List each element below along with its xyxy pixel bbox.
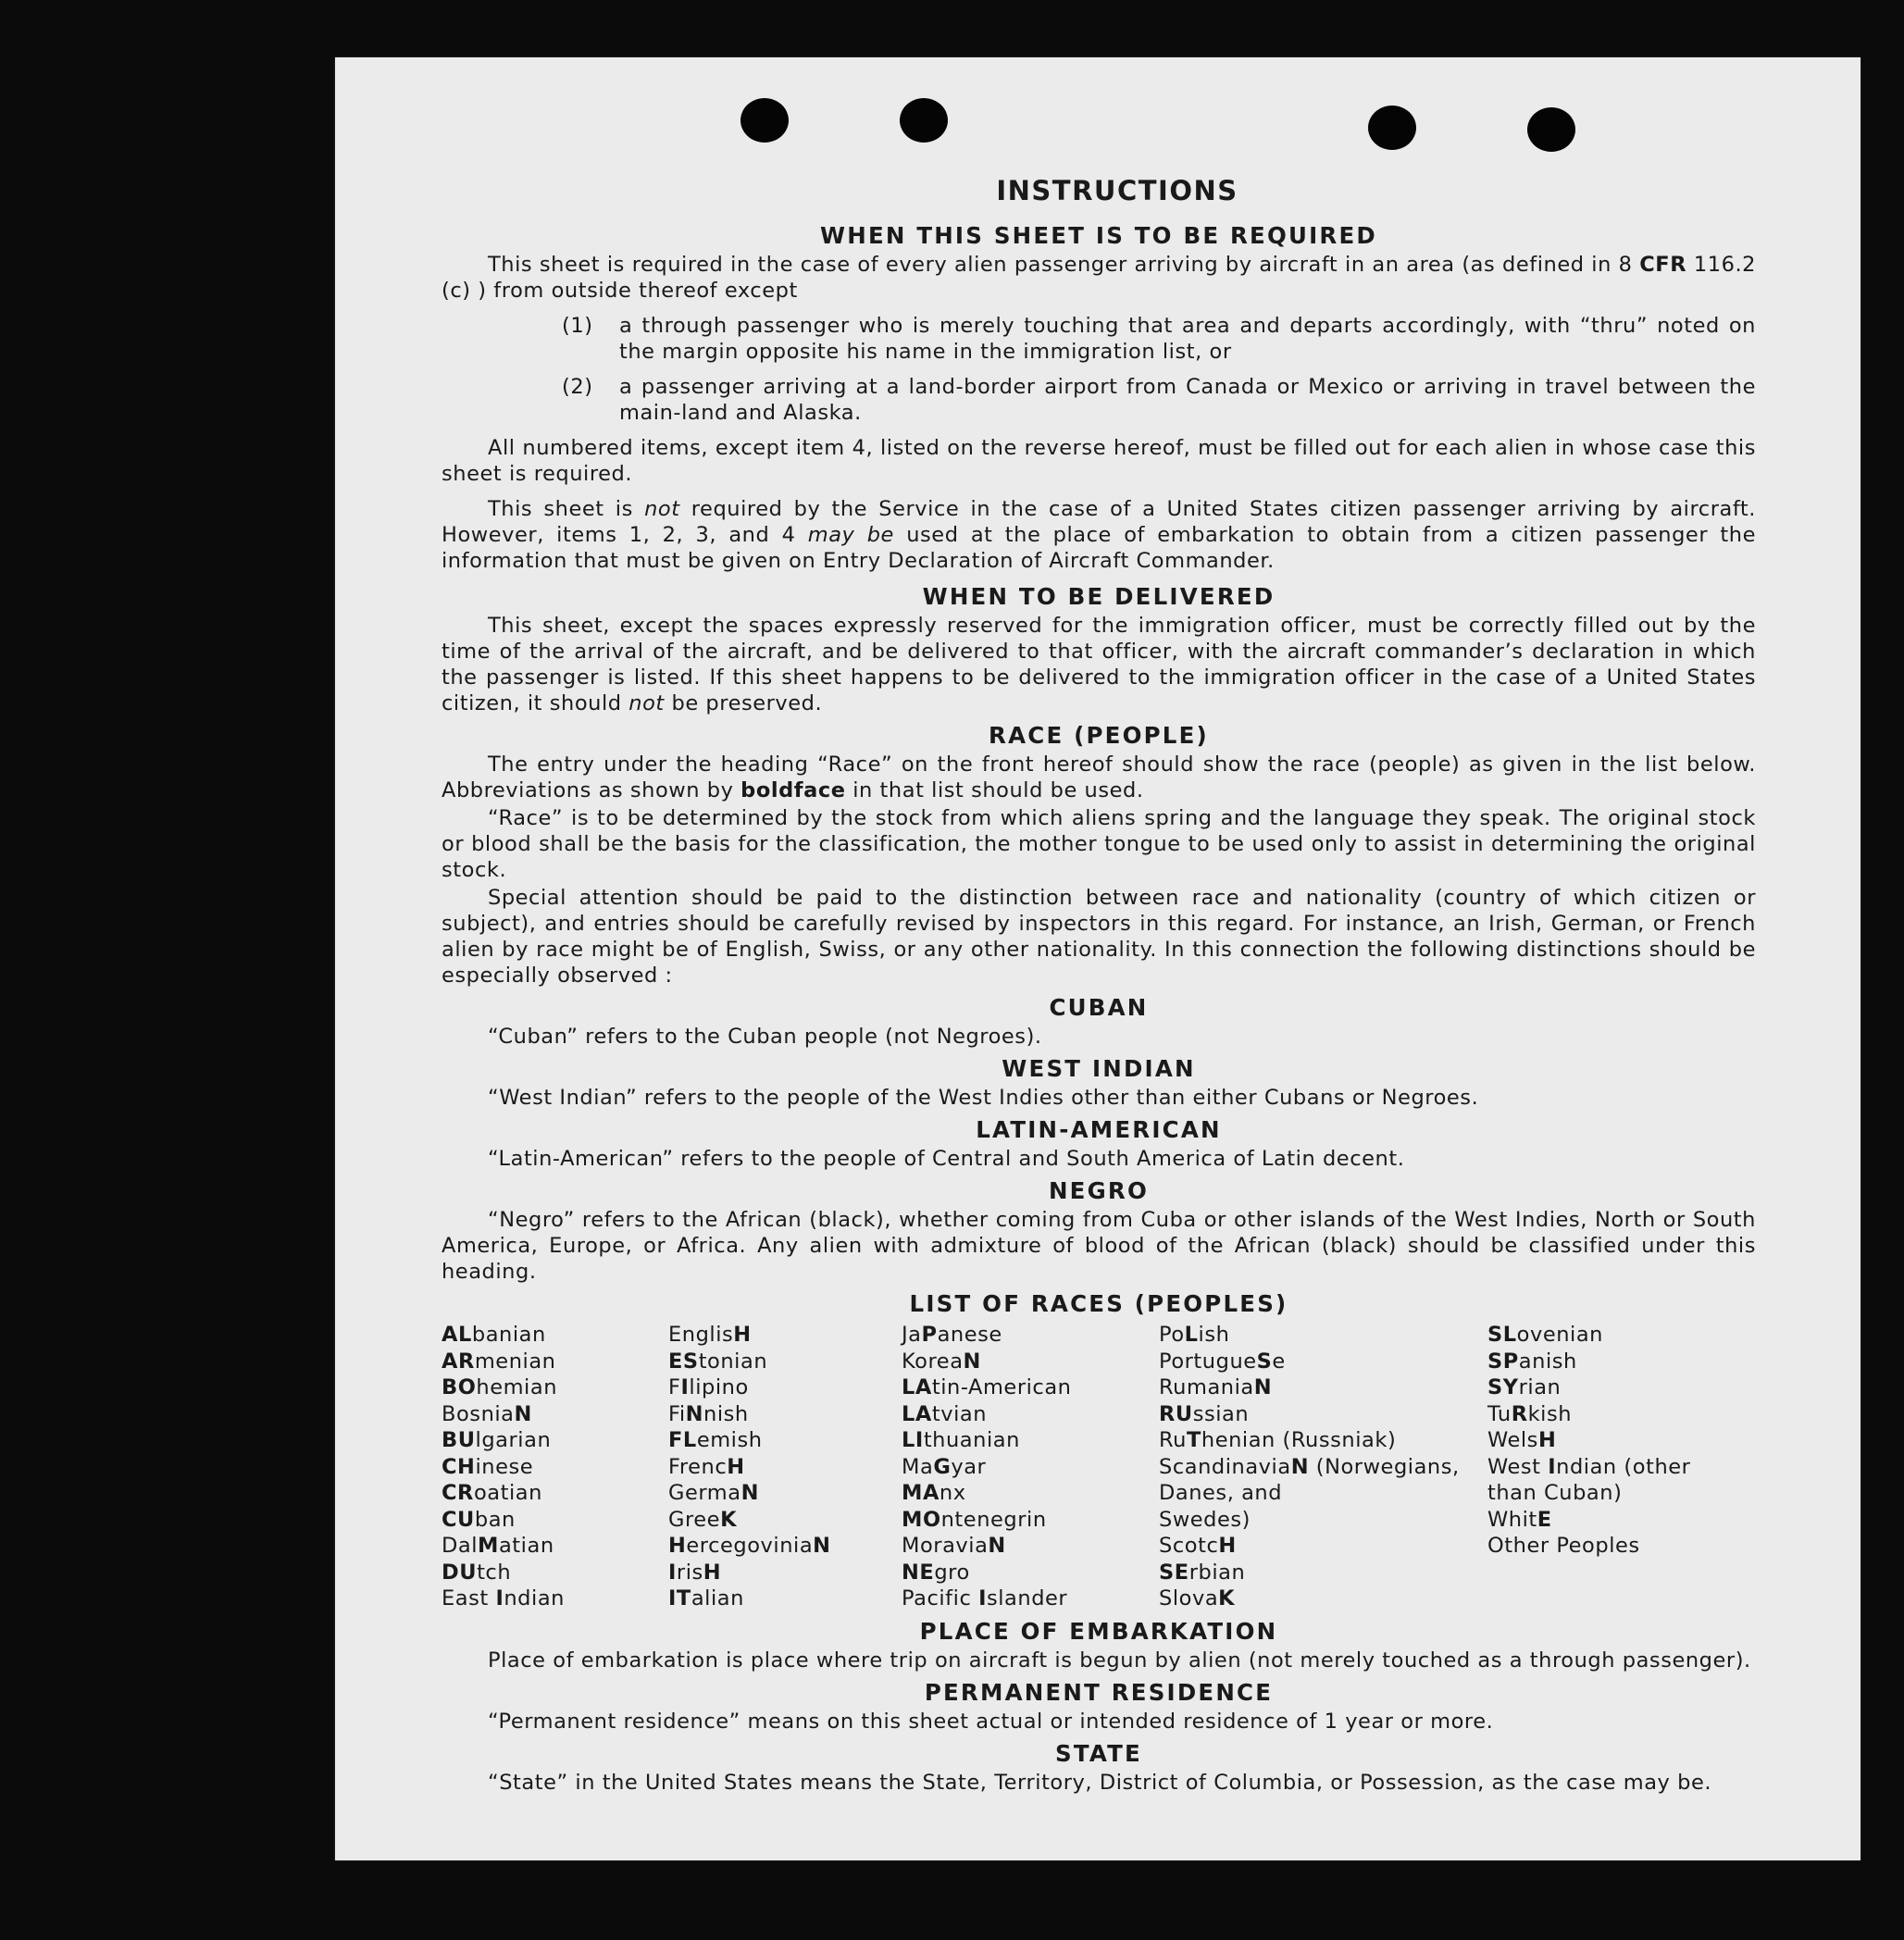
heading-list-of-races: LIST OF RACES (PEOPLES) (909, 1290, 1288, 1317)
race-entry: PortugueSe (1159, 1349, 1286, 1374)
race-entry: LAtin-American (902, 1375, 1072, 1399)
races-column (1487, 1322, 1756, 1612)
citizen-para: This sheet is not required by the Service in the case of a United States citizen passenger arriving by aircraft. However, items 1, 2, 3, and 4 may be used at the place of embarkation to obtain from a citizen passenger the information that must be given on Entry Declaration of Aircraft Commander. (442, 497, 1756, 573)
latin-american-para: “Latin-American” refers to the people of Central and South America of Latin decent. (488, 1147, 1405, 1171)
race-entry: Pacific Islander (902, 1586, 1068, 1610)
race-entry: West Indian (other (1487, 1454, 1691, 1479)
race-entry: MoraviaN (902, 1534, 1006, 1558)
race-para-3: Special attention should be paid to the distinction between race and nationality (country of which citizen or subject), and entries should be carefully revised by inspectors in this regard. For instance, an Irish, German, or French alien by race might be of English, Swiss, or any other nationality. In this connection the following distinctions should be especially observed : (442, 886, 1756, 988)
exception-item (442, 313, 1756, 365)
heading-west-indian: WEST INDIAN (1002, 1055, 1196, 1082)
exception-item (442, 374, 1756, 426)
numbered-items-para: All numbered items, except item 4, listed on the reverse hereof, must be filled out for each alien in whose case this sheet is required. (442, 436, 1756, 486)
required-intro: This sheet is required in the case of every alien passenger arriving by aircraft in an area (as defined in 8 CFR 116.2 (c) ) from outside thereof except (442, 253, 1757, 303)
race-entry: GreeK (668, 1507, 738, 1532)
heading-required: WHEN THIS SHEET IS TO BE REQUIRED (820, 222, 1377, 249)
race-entry: IrisH (668, 1560, 722, 1585)
document-sheet (335, 57, 1860, 1860)
race-entry: FrencH (668, 1454, 745, 1479)
race-entry: ITalian (668, 1586, 744, 1610)
race-entry: RUssian (1159, 1401, 1250, 1426)
race-entry: TuRkish (1487, 1401, 1573, 1426)
negro-para: “Negro” refers to the African (black), whether coming from Cuba or other islands of the West Indies, North or South America, Europe, or Africa. Any alien with admixture of blood of the African (black) should be classified under this heading. (442, 1208, 1756, 1284)
race-entry: than Cuban) (1487, 1481, 1623, 1505)
race-entry: EStonian (668, 1349, 768, 1374)
race-entry: FIlipino (668, 1375, 749, 1399)
race-entry: Other Peoples (1487, 1534, 1640, 1558)
race-entry: SPanish (1487, 1349, 1577, 1374)
race-entry: BosniaN (442, 1401, 532, 1426)
item-number: (1) (562, 314, 593, 338)
race-entry: CUban (442, 1507, 516, 1532)
punch-hole (1368, 106, 1416, 150)
race-entry: SlovaK (1159, 1586, 1236, 1610)
race-entry: JaPanese (902, 1323, 1002, 1347)
race-entry: RuThenian (Russniak) (1159, 1428, 1397, 1452)
delivered-para: This sheet, except the spaces expressly reserved for the immigration officer, must be correctly filled out by the time of the arrival of the aircraft, and be delivered to that officer, with the aircraft commander’s declaration in which the passenger is listed. If this sheet happens to be delivered to the immigration officer in the case of a United States citizen, it should not be preserved. (442, 614, 1756, 715)
race-entry: LIthuanian (902, 1428, 1020, 1452)
race-entry: ALbanian (442, 1323, 546, 1347)
race-entry: EnglisH (668, 1323, 752, 1347)
embarkation-para: Place of embarkation is place where trip on aircraft is begun by alien (not merely touched as a through passenger). (488, 1648, 1751, 1673)
race-entry: CHinese (442, 1454, 534, 1479)
race-entry: PoLish (1159, 1323, 1230, 1347)
race-entry: MAnx (902, 1481, 966, 1505)
heading-race: RACE (PEOPLE) (989, 722, 1209, 749)
race-entry: HercegoviniaN (668, 1534, 831, 1558)
heading-latin-american: LATIN-AMERICAN (976, 1116, 1222, 1143)
heading-embarkation: PLACE OF EMBARKATION (919, 1617, 1278, 1645)
item-text: a passenger arriving at a land-border airport from Canada or Mexico or arriving in travel between the main-land and Alaska. (619, 375, 1756, 425)
item-text: a through passenger who is merely touching that area and departs accordingly, with “thru” noted on the margin opposite his name in the immigration list, or (619, 314, 1756, 364)
cuban-para: “Cuban” refers to the Cuban people (not Negroes). (488, 1025, 1042, 1049)
heading-state: STATE (1055, 1739, 1142, 1767)
race-entry: ARmenian (442, 1349, 556, 1374)
race-entry: East Indian (442, 1586, 565, 1610)
race-entry: NEgro (902, 1560, 970, 1585)
race-entry: WhitE (1487, 1507, 1552, 1532)
race-entry: FiNnish (668, 1401, 749, 1426)
race-para-1: The entry under the heading “Race” on the front hereof should show the race (people) as given in the list below. Abbreviations as shown by boldface in that list should be used. (442, 752, 1756, 802)
race-entry: LAtvian (902, 1401, 988, 1426)
race-entry: RumaniaN (1159, 1375, 1273, 1399)
west-indian-para: “West Indian” refers to the people of the West Indies other than either Cubans or Negroes. (488, 1086, 1479, 1110)
race-entry: GermaN (668, 1481, 759, 1505)
heading-delivered: WHEN TO BE DELIVERED (922, 583, 1276, 610)
race-entry: DUtch (442, 1560, 512, 1585)
race-entry: WelsH (1487, 1428, 1557, 1452)
race-entry: BOhemian (442, 1375, 558, 1399)
races-column (1159, 1322, 1487, 1612)
race-entry: ScotcH (1159, 1534, 1237, 1558)
race-entry: Swedes) (1159, 1507, 1251, 1532)
item-number: (2) (562, 375, 593, 399)
race-entry: CRoatian (442, 1481, 542, 1505)
races-column (442, 1322, 668, 1612)
race-entry: MOntenegrin (902, 1507, 1047, 1532)
race-entry: DalMatian (442, 1534, 554, 1558)
state-para: “State” in the United States means the State, Territory, District of Columbia, or Possession, as the case may be. (488, 1770, 1712, 1795)
races-column (902, 1322, 1159, 1612)
punch-hole (740, 98, 789, 143)
race-entry: ScandinaviaN (Norwegians, (1159, 1454, 1460, 1479)
races-column (668, 1322, 902, 1612)
race-entry: KoreaN (902, 1349, 981, 1374)
race-entry: Danes, and (1159, 1481, 1283, 1505)
race-entry: SLovenian (1487, 1323, 1603, 1347)
race-entry: SErbian (1159, 1560, 1246, 1585)
heading-cuban: CUBAN (1049, 994, 1149, 1021)
heading-permanent-residence: PERMANENT RESIDENCE (924, 1678, 1274, 1706)
punch-hole (1527, 107, 1575, 152)
residence-para: “Permanent residence” means on this sheet actual or intended residence of 1 year or more. (488, 1709, 1494, 1734)
races-list (442, 1322, 1756, 1612)
punch-hole (900, 98, 948, 143)
race-entry: SYrian (1487, 1375, 1562, 1399)
race-para-2: “Race” is to be determined by the stock from which aliens spring and the language they speak. The original stock or blood shall be the basis for the classification, the mother tongue to be used only to assist in determining the original stock. (442, 806, 1756, 882)
instructions-content (442, 175, 1757, 1797)
race-entry: BUlgarian (442, 1428, 552, 1452)
race-entry: FLemish (668, 1428, 763, 1452)
main-title: INSTRUCTIONS (996, 175, 1238, 206)
race-entry: MaGyar (902, 1454, 987, 1479)
heading-negro: NEGRO (1048, 1177, 1150, 1204)
